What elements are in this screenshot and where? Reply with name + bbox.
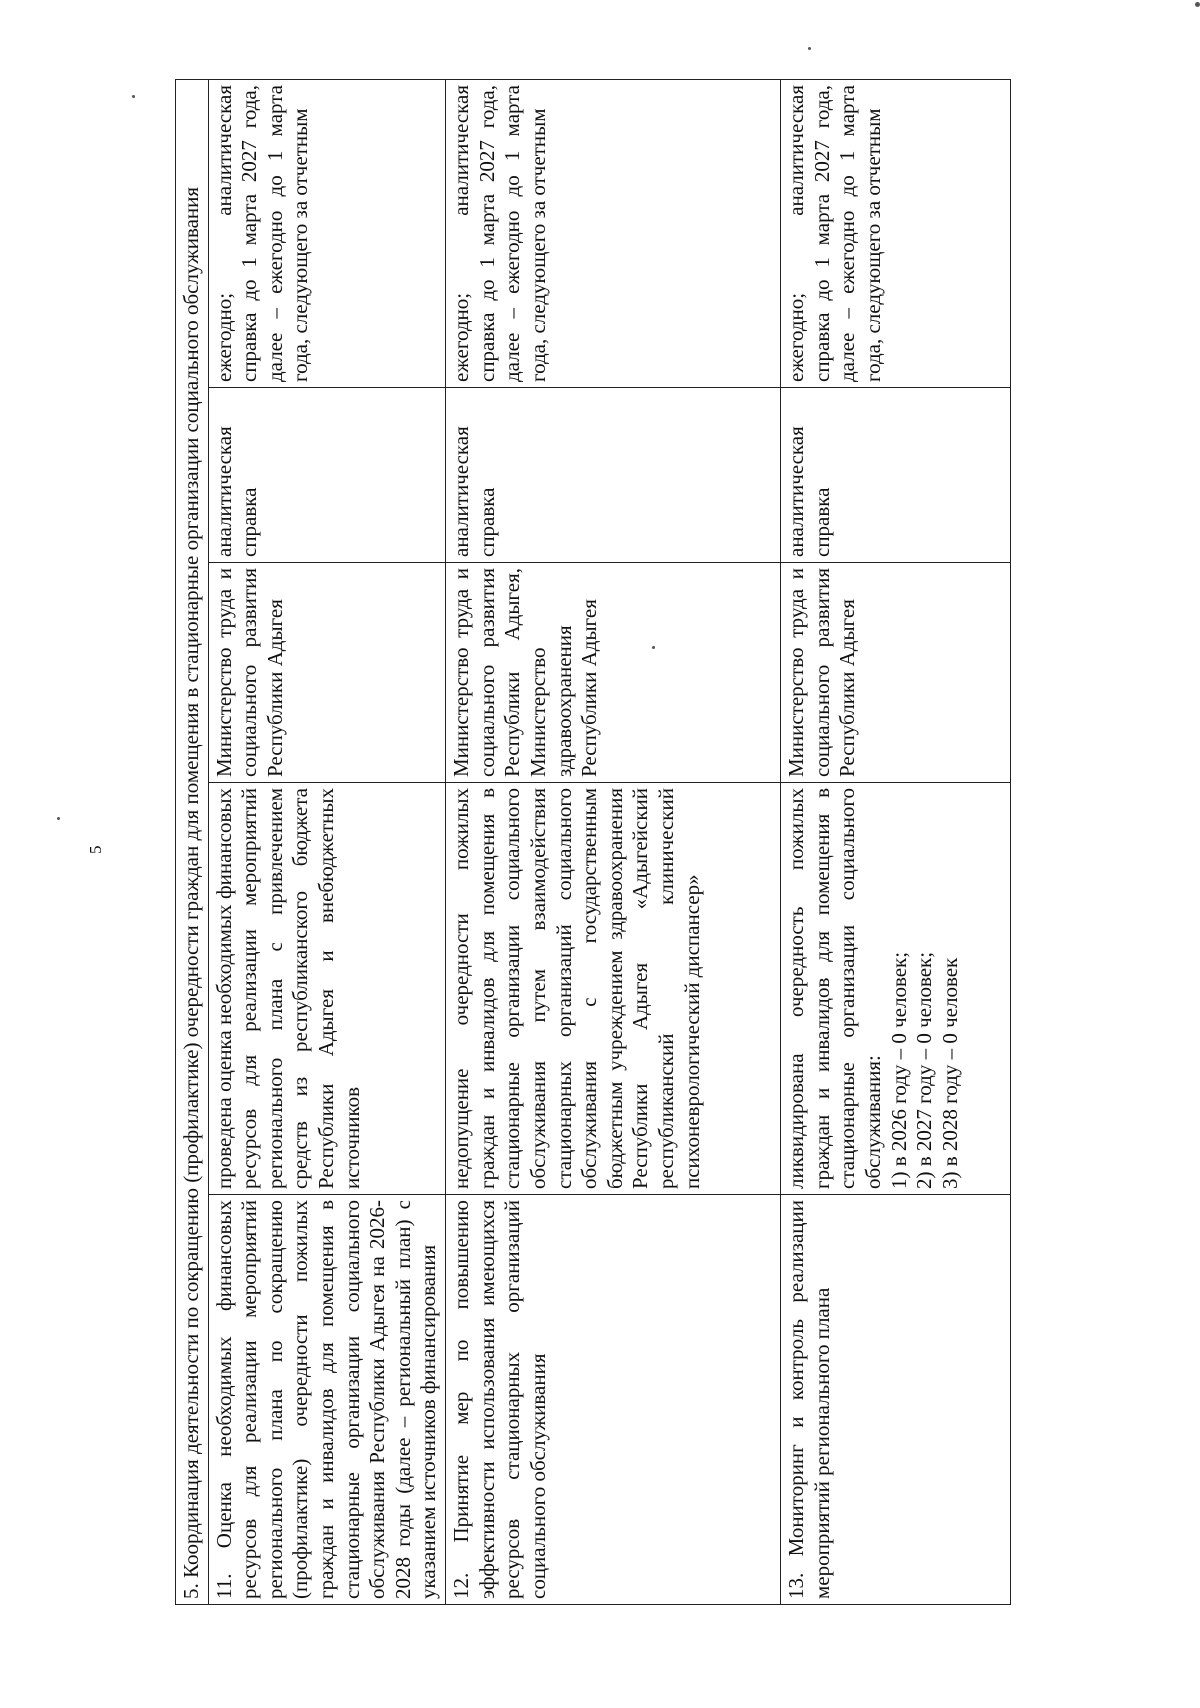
page-number: 5	[86, 845, 105, 854]
table-row	[208, 80, 445, 1605]
rotated-table-container	[175, 80, 1077, 1605]
result-intro: ликвидирована очередность пожилых граждан и инвалидов для помещения в стационарные организации социального обслуживания:	[784, 788, 885, 1189]
scan-speck	[652, 646, 655, 649]
section-row	[176, 80, 209, 1605]
document-type-cell: аналитическая справка	[208, 388, 445, 563]
measure-cell: 12. Принятие мер по повышению эффективности использования имеющихся ресурсов стационарных организаций социального обслуживания	[446, 1195, 781, 1605]
document-type-cell: аналитическая справка	[446, 388, 781, 563]
list-item: 2) в 2027 году – 0 человек;	[912, 951, 937, 1189]
result-cell	[781, 783, 1011, 1195]
period-cell: ежегодно; аналитическая справка до 1 марта 2027 года, далее – ежегодно до 1 марта года, следующего за отчетным	[208, 80, 445, 388]
measure-cell: 13. Мониторинг и контроль реализации мероприятий регионального плана	[781, 1195, 1011, 1605]
result-cell: проведена оценка необходимых финансовых ресурсов для реализации мероприятий регионального плана с привлечением средств из республиканского бюджета Республики Адыгея и внебюджетных источников	[208, 783, 445, 1195]
responsible-cell: Министерство труда и социального развития Республики Адыгея	[781, 563, 1011, 783]
measure-cell: 11. Оценка необходимых финансовых ресурсов для реализации мероприятий регионального плана по сокращению (профилактике) очередности пожилых граждан и инвалидов для помещения в стационарные организации социального обслуживания Республики Адыгея на 2026-2028 годы (далее – региональный план) с указанием источников финансирования	[208, 1195, 445, 1605]
measures-table	[175, 79, 1011, 1605]
period-cell: ежегодно; аналитическая справка до 1 марта 2027 года, далее – ежегодно до 1 марта года, следующего за отчетным	[446, 80, 781, 388]
section-title: 5. Координация деятельности по сокращению (профилактике) очередности граждан для помещения в стационарные организации социального обслуживания	[176, 80, 209, 1605]
responsible-cell: Министерство труда и социального развития Республики Адыгея	[208, 563, 445, 783]
table-row	[781, 80, 1011, 1605]
scan-speck	[57, 817, 60, 820]
scan-speck	[808, 47, 811, 50]
document-type-cell: аналитическая справка	[781, 388, 1011, 563]
responsible-cell: Министерство труда и социального развития Республики Адыгея, Министерство здравоохранения Республики Адыгея	[446, 563, 781, 783]
scan-speck	[132, 95, 135, 98]
list-item: 1) в 2026 году – 0 человек;	[886, 951, 911, 1189]
period-cell: ежегодно; аналитическая справка до 1 марта 2027 года, далее – ежегодно до 1 марта года, следующего за отчетным	[781, 80, 1011, 388]
table-row	[446, 80, 781, 1605]
scan-speck	[1195, 2, 1200, 7]
result-cell: недопущение очередности пожилых граждан и инвалидов для помещения в стационарные организации социального обслуживания путем взаимодействия стационарных организаций социального обслуживания с государственным бюджетным учреждением здравоохранения Республики Адыгея «Адыгейский республиканский клинический психоневрологический диспансер»	[446, 783, 781, 1195]
list-item: 3) в 2028 году – 0 человек	[937, 957, 962, 1189]
